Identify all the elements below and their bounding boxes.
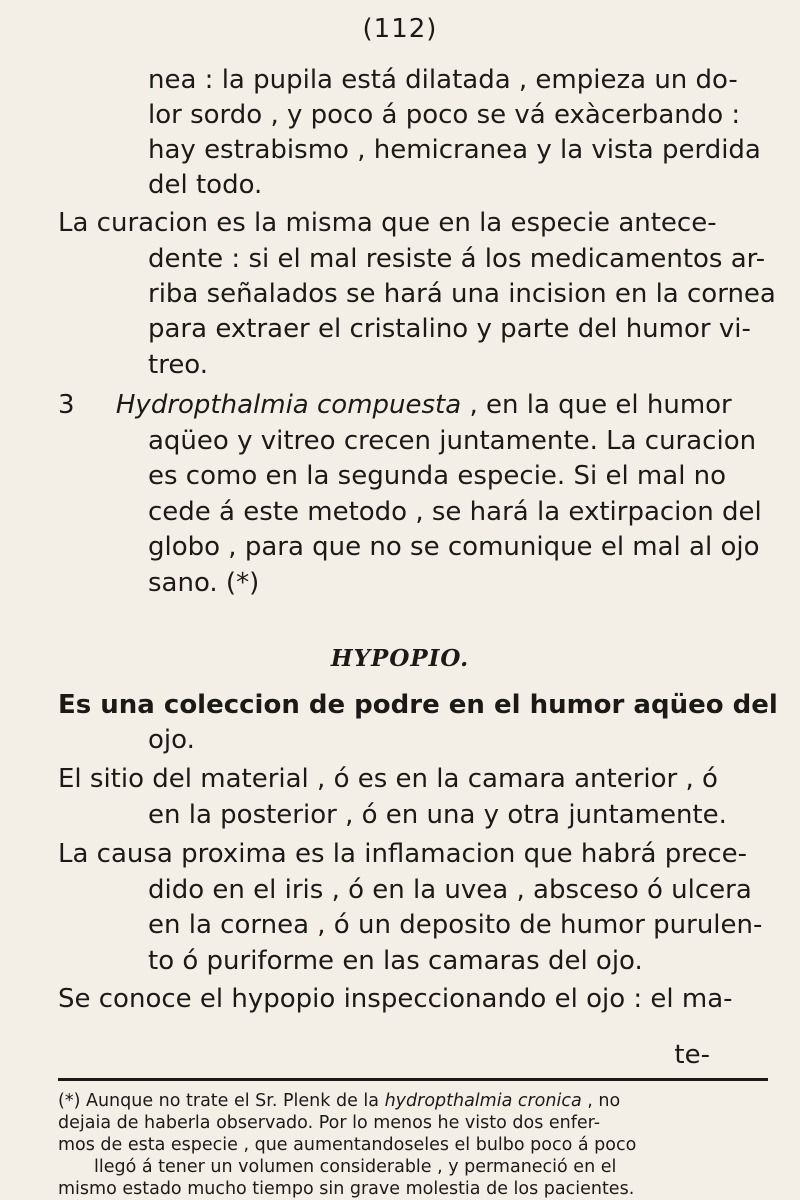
footnote-text: (*) Aunque no trate el Sr. Plenk de la [58, 1091, 385, 1111]
text-line: sano. (*) [148, 568, 260, 598]
text-line: to ó puriforme en las camaras del ojo. [148, 946, 643, 976]
page-number: (112) [362, 14, 438, 44]
footnote-rule [58, 1078, 768, 1081]
text-line: es como en la segunda especie. Si el mal no [148, 461, 727, 491]
text-line: aqüeo y vitreo crecen juntamente. La curacion [148, 426, 757, 456]
text-line: dente : si el mal resiste á los medicamentos ar- [148, 244, 766, 274]
text-line: nea : la pupila está dilatada , empieza un do- [148, 65, 738, 95]
italic-term: Hydropthalmia compuesta [115, 390, 462, 420]
text-line: La curacion es la misma que en la especie antece- [58, 208, 717, 238]
text-line: El sitio del material , ó es en la camara anterior , ó [58, 764, 718, 794]
text-line: globo , para que no se comunique el mal al ojo [148, 532, 760, 562]
text-line: lor sordo , y poco á poco se vá exàcerbando : [148, 100, 741, 130]
text-line: riba señalados se hará una incision en la cornea [148, 279, 776, 309]
footnote [58, 1090, 773, 1200]
footnote-line: mos de esta especie , que aumentandoseles el bulbo poco á poco [58, 1135, 637, 1155]
footnote-text: , no [581, 1091, 621, 1111]
text-line: treo. [148, 350, 209, 380]
text-line: hay estrabismo , hemicranea y la vista perdida [148, 135, 761, 165]
footnote-line: dejaia de haberla observado. Por lo menos he visto dos enfer- [58, 1113, 601, 1133]
text-line-numbered [58, 388, 732, 422]
section-heading: HYPOPIO. [330, 645, 470, 672]
text-line: en la posterior , ó en una y otra juntamente. [148, 800, 727, 830]
text-line: en la cornea , ó un deposito de humor purulen- [148, 910, 763, 940]
footnote-italic: hydropthalmia cronica [384, 1091, 582, 1111]
text-line: ojo. [148, 725, 195, 755]
footnote-line: mismo estado mucho tiempo sin grave molestia de los pacientes. [58, 1179, 635, 1199]
text-line: dido en el iris , ó en la uvea , absceso ó ulcera [148, 875, 752, 905]
text-line: Se conoce el hypopio inspeccionando el ojo : el ma- [58, 984, 733, 1014]
text-line: La causa proxima es la inflamacion que habrá prece- [58, 839, 747, 869]
item-number: 3 [58, 390, 75, 420]
footnote-line: llegó á tener un volumen considerable , y permaneció en el [94, 1157, 617, 1177]
line-continuation: , en la que el humor [461, 390, 732, 420]
text-line: para extraer el cristalino y parte del humor vi- [148, 314, 751, 344]
catchword: te- [674, 1040, 710, 1070]
text-line: del todo. [148, 170, 263, 200]
footnote-line [58, 1090, 773, 1112]
text-line: cede á este metodo , se hará la extirpacion del [148, 497, 762, 527]
text-line: Es una coleccion de podre en el humor aqüeo del [58, 690, 778, 720]
